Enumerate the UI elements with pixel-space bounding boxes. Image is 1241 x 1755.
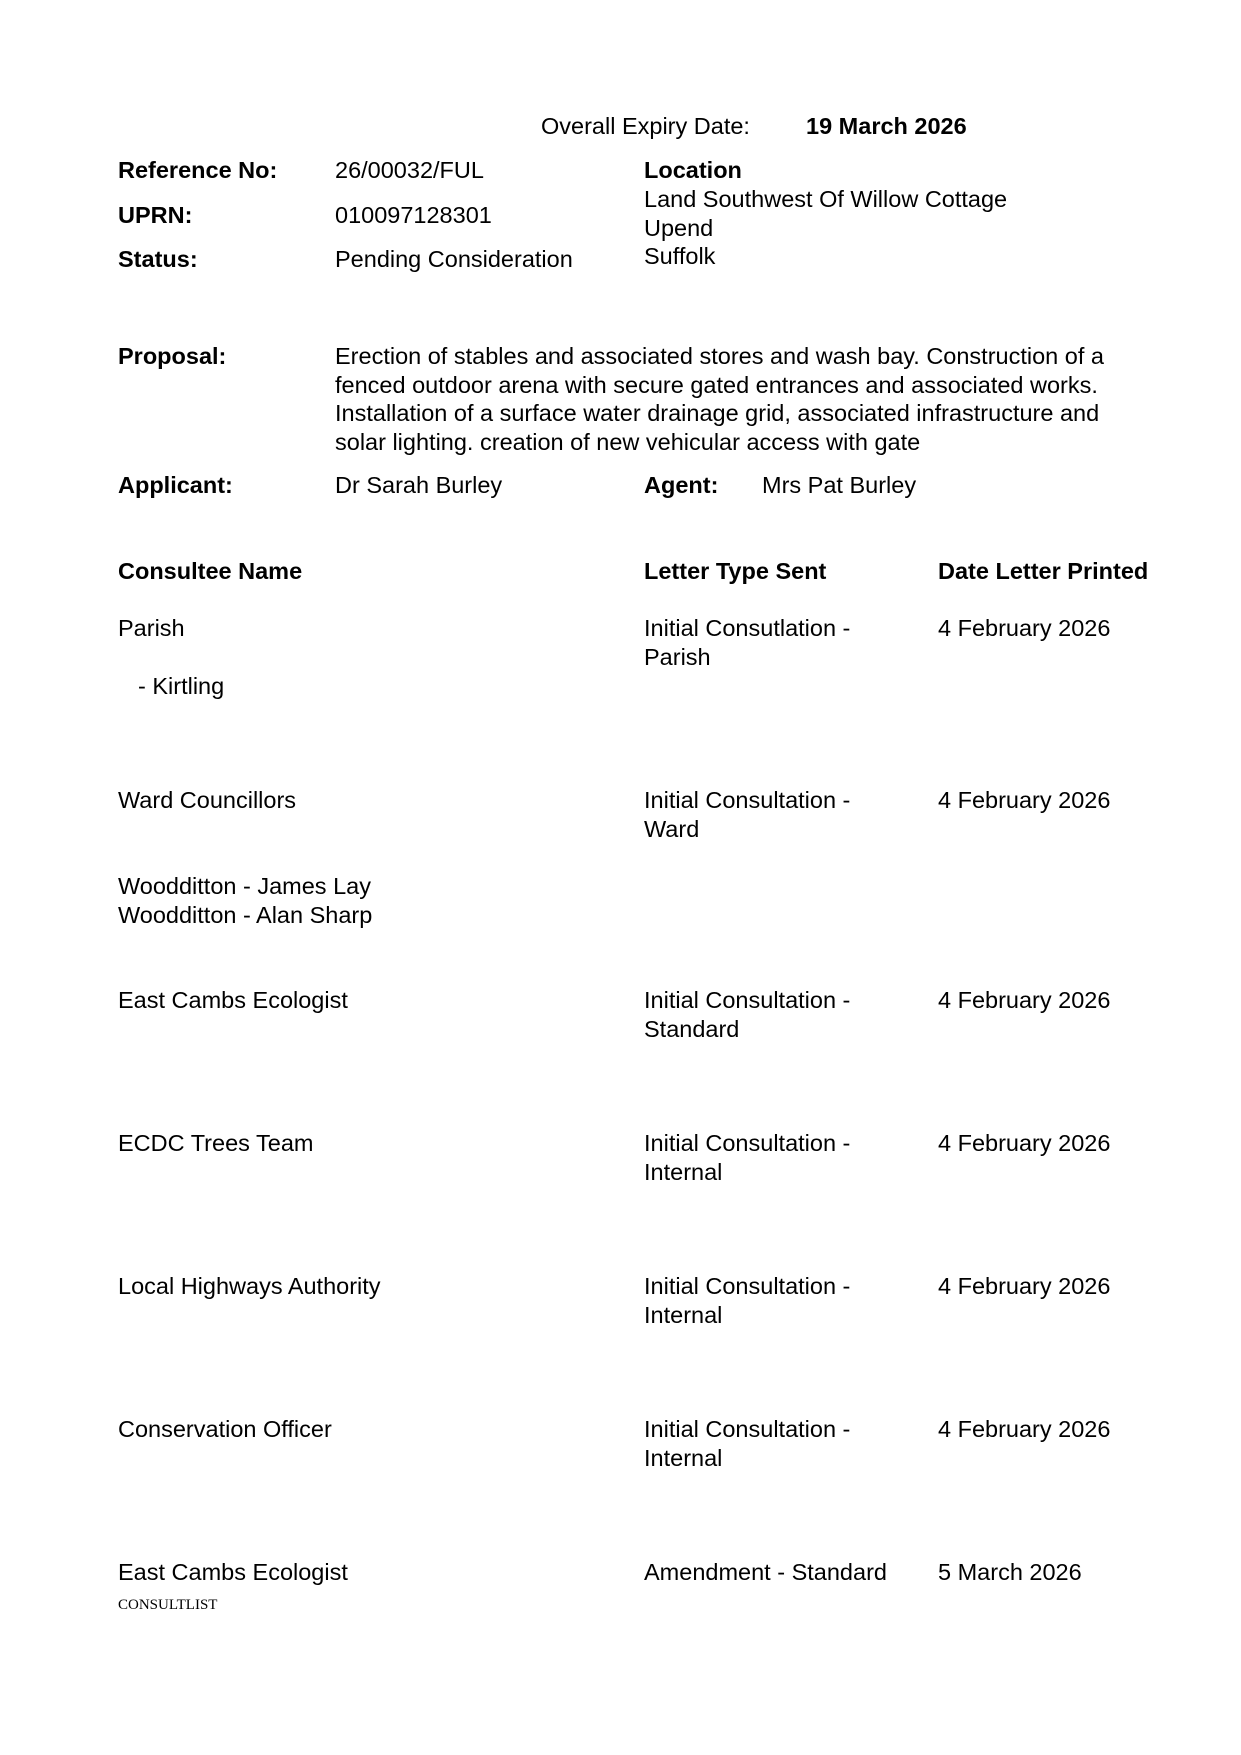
letter-type: Internal xyxy=(644,1159,723,1185)
letter-type: Ward xyxy=(644,816,700,842)
date-printed: 4 February 2026 xyxy=(938,987,1111,1013)
column-header-letter-type: Letter Type Sent xyxy=(644,558,827,584)
letter-type: Internal xyxy=(644,1445,723,1471)
letter-type: Initial Consultation - xyxy=(644,1130,851,1156)
reference-label: Reference No: xyxy=(118,157,278,183)
letter-type: Internal xyxy=(644,1302,723,1328)
location-label: Location xyxy=(644,157,742,183)
date-printed: 4 February 2026 xyxy=(938,1273,1111,1299)
uprn-label: UPRN: xyxy=(118,202,193,228)
consultee-subitem: Woodditton - James Lay xyxy=(118,873,371,899)
status-value: Pending Consideration xyxy=(335,246,573,272)
letter-type: Initial Consutlation - xyxy=(644,615,851,641)
date-printed: 5 March 2026 xyxy=(938,1559,1082,1585)
reference-value: 26/00032/FUL xyxy=(335,157,484,183)
expiry-value: 19 March 2026 xyxy=(806,113,967,139)
expiry-label: Overall Expiry Date: xyxy=(541,113,750,139)
proposal-label: Proposal: xyxy=(118,343,227,369)
consultee-name: Conservation Officer xyxy=(118,1416,332,1442)
column-header-date: Date Letter Printed xyxy=(938,558,1149,584)
consultee-name: ECDC Trees Team xyxy=(118,1130,314,1156)
applicant-label: Applicant: xyxy=(118,472,233,498)
proposal-line: Installation of a surface water drainage grid, associated infrastructure and xyxy=(335,400,1100,426)
consultee-name: Ward Councillors xyxy=(118,787,297,813)
proposal-line: solar lighting. creation of new vehicular access with gate xyxy=(335,429,921,455)
letter-type: Initial Consultation - xyxy=(644,1416,851,1442)
date-printed: 4 February 2026 xyxy=(938,615,1111,641)
agent-value: Mrs Pat Burley xyxy=(762,472,917,498)
date-printed: 4 February 2026 xyxy=(938,1130,1111,1156)
location-line: Upend xyxy=(644,215,714,241)
location-line: Land Southwest Of Willow Cottage xyxy=(644,186,1008,212)
letter-type: Amendment - Standard xyxy=(644,1559,887,1585)
column-header-consultee: Consultee Name xyxy=(118,558,303,584)
agent-label: Agent: xyxy=(644,472,719,498)
letter-type: Initial Consultation - xyxy=(644,987,851,1013)
letter-type: Parish xyxy=(644,644,711,670)
consultee-subitem: - Kirtling xyxy=(138,673,225,699)
letter-type: Initial Consultation - xyxy=(644,787,851,813)
applicant-value: Dr Sarah Burley xyxy=(335,472,503,498)
date-printed: 4 February 2026 xyxy=(938,1416,1111,1442)
consultee-name: Parish xyxy=(118,615,185,641)
letter-type: Standard xyxy=(644,1016,740,1042)
consultee-name: Local Highways Authority xyxy=(118,1273,381,1299)
date-printed: 4 February 2026 xyxy=(938,787,1111,813)
uprn-value: 010097128301 xyxy=(335,202,492,228)
consultee-subitem: Woodditton - Alan Sharp xyxy=(118,902,373,928)
location-line: Suffolk xyxy=(644,243,716,269)
letter-type: Initial Consultation - xyxy=(644,1273,851,1299)
status-label: Status: xyxy=(118,246,198,272)
consultee-name: East Cambs Ecologist xyxy=(118,987,348,1013)
proposal-line: Erection of stables and associated stores and wash bay. Construction of a xyxy=(335,343,1104,369)
proposal-line: fenced outdoor arena with secure gated entrances and associated works. xyxy=(335,372,1098,398)
footer-code: CONSULTLIST xyxy=(118,1597,218,1613)
consultee-name: East Cambs Ecologist xyxy=(118,1559,348,1585)
